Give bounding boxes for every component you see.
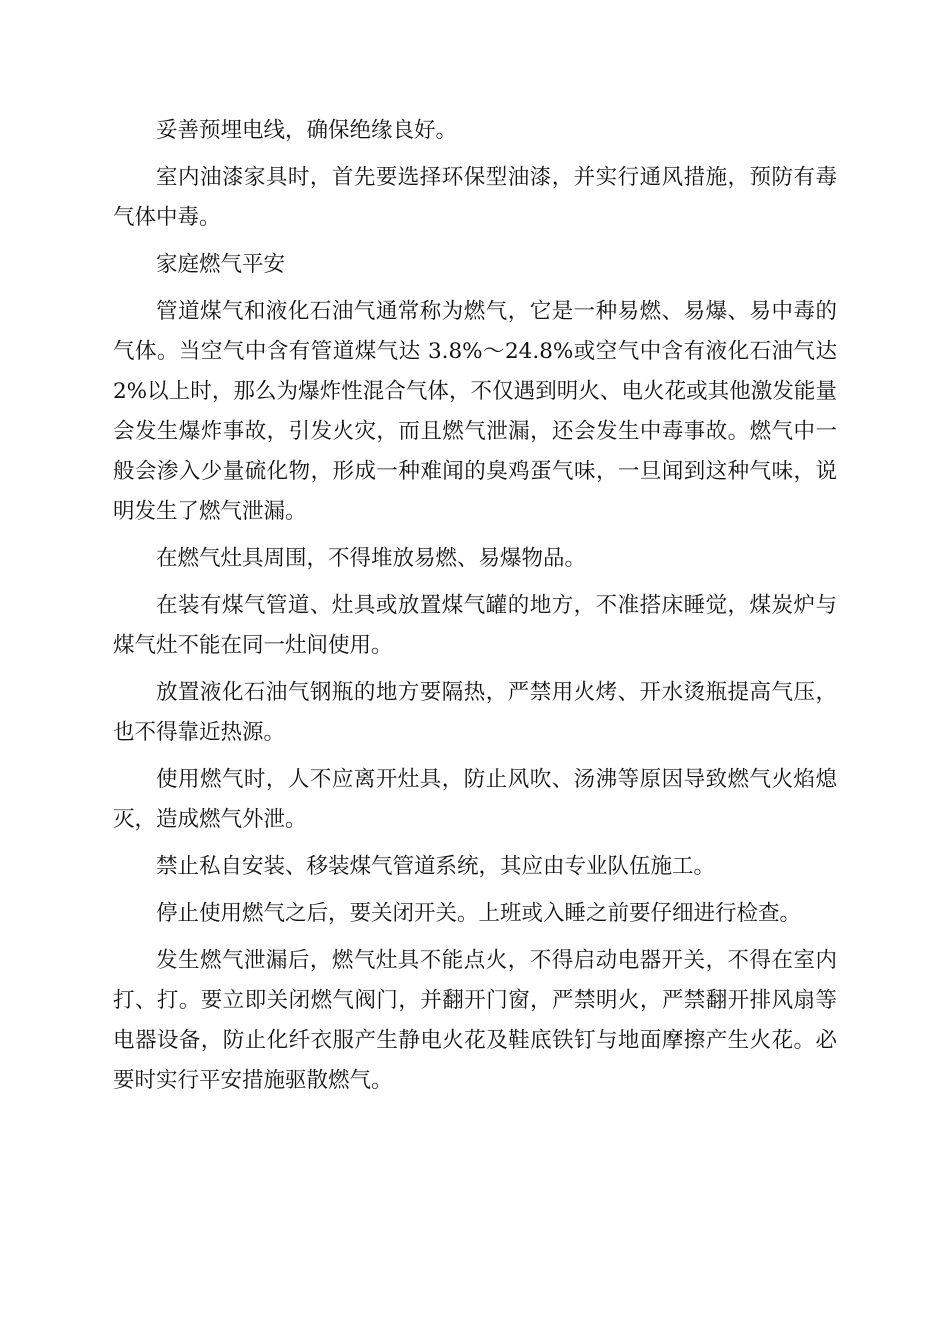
paragraph-leak-response: 发生燃气泄漏后，燃气灶具不能点火，不得启动电器开关，不得在室内打、打。要立即关闭燃气阀门，并翻开门窗，严禁明火，严禁翻开排风扇等电器设备，防止化纤衣服产生静电火花及鞋底铁钉与地面摩擦产生火花。必要时实行平安措施驱散燃气。 xyxy=(113,948,837,1093)
paragraph-no-self-install: 禁止私自安装、移装煤气管道系统，其应由专业队伍施工。 xyxy=(156,854,716,879)
paragraph-paint: 室内油漆家具时，首先要选择环保型油漆，并实行通风措施，预防有毒气体中毒。 xyxy=(113,165,837,230)
paragraph-gas-intro: 管道煤气和液化石油气通常称为燃气，它是一种易燃、易爆、易中毒的气体。当空气中含有管道煤气达 3.8%～24.8%或空气中含有液化石油气达 2%以上时，那么为爆炸性混合气体，不仅遇到明火、电火花或其他激发能量会发生爆炸事故，引发火灾，而且燃气泄漏，还会发生中毒事故。燃气中一般会渗入少量硫化物，形成一种难闻的臭鸡蛋气味，一旦闻到这种气味，说明发生了燃气泄漏。 xyxy=(113,299,837,524)
paragraph-no-sleeping: 在装有煤气管道、灶具或放置煤气罐的地方，不准搭床睡觉，煤炭炉与煤气灶不能在同一灶间使用。 xyxy=(113,593,837,658)
section-heading-gas-safety: 家庭燃气平安 xyxy=(156,252,286,277)
paragraph-attend-stove: 使用燃气时，人不应离开灶具，防止风吹、汤沸等原因导致燃气火焰熄灭，造成燃气外泄。 xyxy=(113,767,837,832)
paragraph-cylinder-heat: 放置液化石油气钢瓶的地方要隔热，严禁用火烤、开水烫瓶提高气压，也不得靠近热源。 xyxy=(113,680,837,745)
document-body xyxy=(113,111,837,1108)
paragraph-stove-surroundings: 在燃气灶具周围，不得堆放易燃、易爆物品。 xyxy=(156,546,587,571)
paragraph-wiring: 妥善预埋电线，确保绝缘良好。 xyxy=(156,118,458,143)
paragraph-close-switch: 停止使用燃气之后，要关闭开关。上班或入睡之前要仔细进行检查。 xyxy=(156,901,802,926)
